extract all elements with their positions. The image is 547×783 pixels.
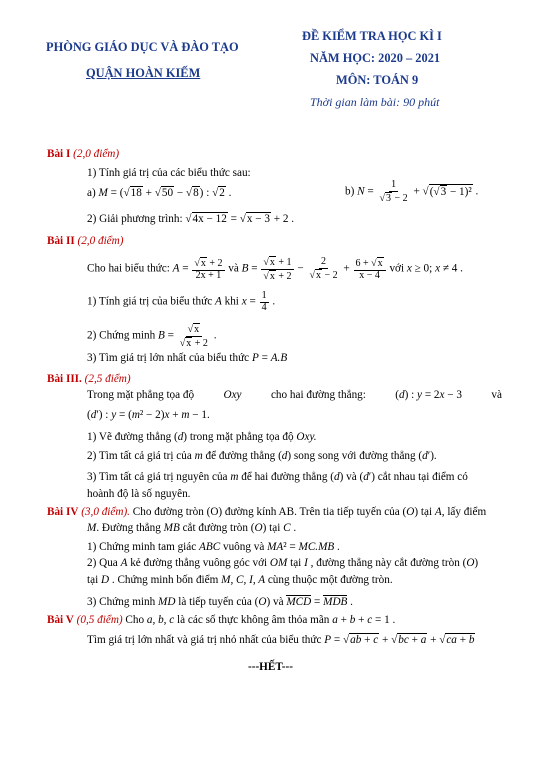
bai4-q1: 1) Chứng minh tam giác ABC vuông và MA² = MC.MB .	[87, 541, 340, 553]
school-year: NĂM HỌC: 2020 – 2021	[310, 51, 441, 65]
school-name: PHÒNG GIÁO DỤC VÀ ĐÀO TẠO	[46, 40, 239, 54]
bai2-q1: 1) Tính giá trị của biểu thức A khi x = $\frac{1}{4}$ .	[87, 290, 276, 313]
bai4-intro-cont: M. Đường thẳng MB cắt đường tròn (O) tại C .	[87, 522, 297, 534]
bai1-q2: 2) Giải phương trình: √4x − 12 = √x − 3 + 2 .	[87, 213, 295, 225]
bai2-heading: Bài II (2,0 điểm)	[47, 235, 124, 247]
bai2-intro: Cho hai biểu thức: A = $\frac{√x + 2}{2x + 1}$ và B = $\frac{√x + 1}{√x + 2}$ − $\frac{2}{√x - 2}$ + $\frac{6 + √x}{x - 4}$ với x ≥ 0; x ≠ 4 .	[87, 256, 463, 282]
bai1-q1a: a) M = (√18 + √50 − √8) : √2 .	[87, 187, 232, 199]
exam-title: ĐỀ KIỂM TRA HỌC KÌ I	[302, 29, 442, 43]
district-name: QUẬN HOÀN KIẾM	[86, 66, 201, 80]
bai1-q1b: b) N = $\frac{1}{√3 - 2}$ + √(√3 − 1)² .	[345, 179, 479, 204]
bai5-q: Tìm giá trị lớn nhất và giá trị nhỏ nhất của biểu thức P = √ab + c + √bc + a + √ca + b	[87, 634, 475, 646]
bai3-q2: 2) Tìm tất cả giá trị của m để đường thẳng (d) song song với đường thẳng (d′).	[87, 450, 437, 462]
bai3-q3: 3) Tìm tất cả giá trị nguyên của m để hai đường thẳng (d) và (d′) cắt nhau tại điểm có	[87, 471, 468, 483]
duration: Thời gian làm bài: 90 phút	[310, 95, 440, 109]
bai3-heading: Bài III. (2,5 điểm)	[47, 373, 131, 385]
bai3-line-d2: (d′) : y = (m² − 2)x + m − 1.	[87, 409, 210, 421]
bai3-q3-cont: hoành độ là số nguyên.	[87, 488, 191, 500]
bai5-intro: Bài V (0,5 điểm) Cho a, b, c là các số thực không âm thỏa mãn a + b + c = 1 .	[47, 614, 396, 626]
bai4-q3: 3) Chứng minh MD là tiếp tuyến của (O) và MCD = MDB .	[87, 596, 353, 608]
bai2-q2: 2) Chứng minh B = $\frac{√x}{√x + 2}$ .	[87, 324, 217, 349]
bai4-q2-cont: tại D . Chứng minh bốn điểm M, C, I, A cùng thuộc một đường tròn.	[87, 574, 393, 586]
subject: MÔN: TOÁN 9	[336, 73, 419, 87]
bai1-heading: Bài I (2,0 điểm)	[47, 148, 120, 160]
bai3-intro: Trong mặt phẳng tọa độ Oxy cho hai đường thẳng: (d) : y = 2x − 3 và	[87, 389, 502, 401]
bai4-q2: 2) Qua A kẻ đường thẳng vuông góc với OM tại I , đường thẳng này cắt đường tròn (O)	[87, 557, 479, 569]
bai1-q1: 1) Tính giá trị của các biểu thức sau:	[87, 167, 251, 179]
bai4-intro: Bài IV (3,0 điểm). Cho đường tròn (O) đường kính AB. Trên tia tiếp tuyến của (O) tại A, lấy điểm	[47, 506, 487, 518]
bai2-q3: 3) Tìm giá trị lớn nhất của biểu thức P = A.B	[87, 352, 288, 364]
bai3-q1: 1) Vẽ đường thẳng (d) trong mặt phẳng tọa độ Oxy.	[87, 431, 317, 443]
end-marker: ---HẾT---	[248, 661, 293, 673]
